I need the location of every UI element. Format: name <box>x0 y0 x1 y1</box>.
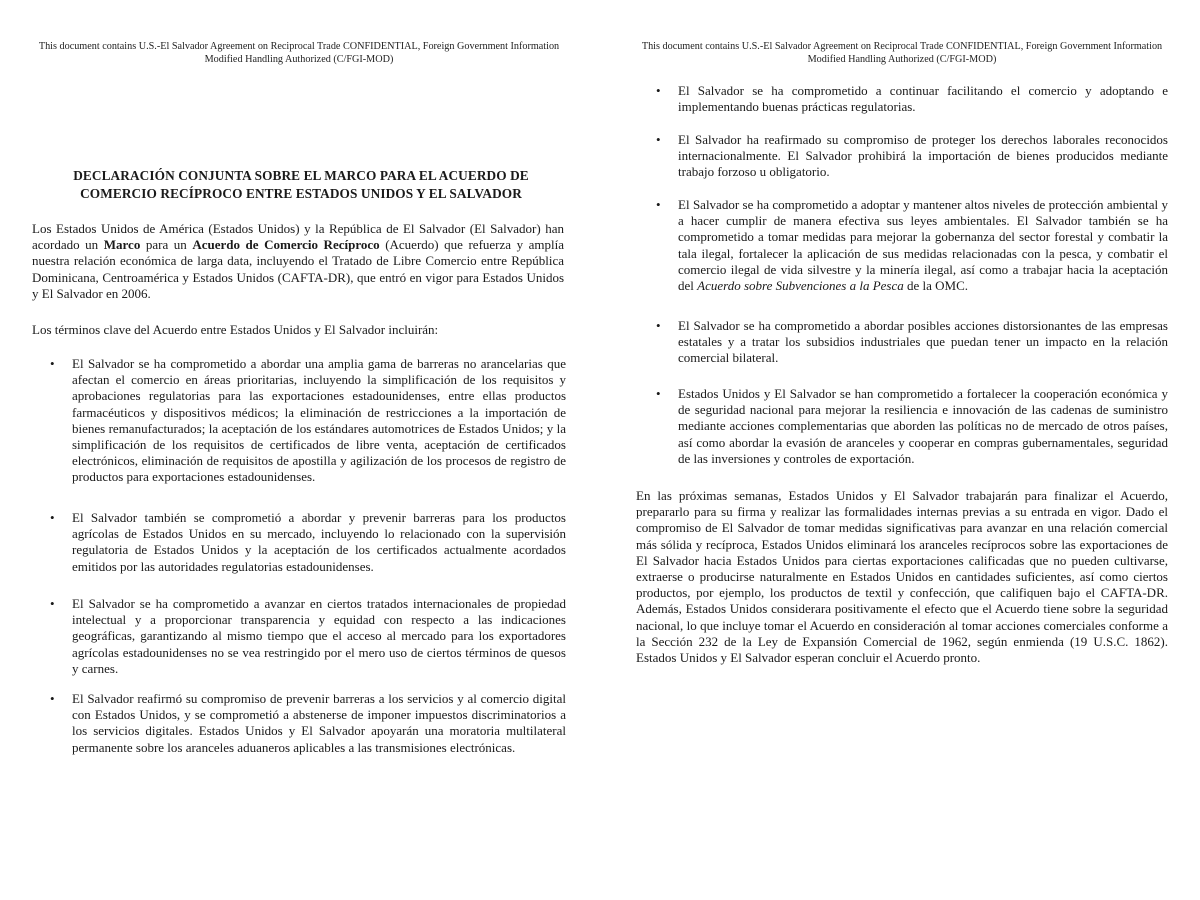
title-line-1: DECLARACIÓN CONJUNTA SOBRE EL MARCO PARA EL ACUERDO DE <box>73 168 529 183</box>
bullet-icon: • <box>50 356 55 371</box>
bullet-icon: • <box>656 318 661 333</box>
closing-paragraph: En las próximas semanas, Estados Unidos y El Salvador trabajarán para finalizar el Acuerdo, prepararlo para su firma y realizar las formalidades internas previas a su entrada en vigor. Dado el compromiso de El Salvador de tomar medidas significativas para avanzar en una relación comercial más sólida y recíproca, Estados Unidos eliminará los aranceles recíprocos sobre las exportaciones de El Salvador hacia Estados Unidos para ciertas exportaciones calificadas que no pueden cultivarse, extraerse o producirse naturalmente en Estados Unidos en cantidades suficientes, así como ciertos productos, por ejemplo, los productos de textil y confección, que califiquen bajo el CAFTA-DR. Además, Estados Unidos considerara positivamente el efecto que el Acuerdo tiene sobre la seguridad nacional, lo que incluye tomar el Acuerdo en consideración al tomar acciones comerciales conforme a la Sección 232 de la Ley de Expansión Comercial de 1962, según enmienda (19 U.S.C. 1862). Estados Unidos y El Salvador esperan concluir el Acuerdo pronto. <box>636 488 1168 666</box>
bullet-text: El Salvador se ha comprometido a adoptar y mantener altos niveles de protección ambiental y a hacer cumplir de manera efectiva sus leyes ambientales. El Salvador también se ha comprometido a tomar medidas para mejorar la gobernanza del sector forestal y combatir la tala ilegal, fortalecer la aplicación de sus medidas relacionadas con la pesca, y combatir el comercio ilegal de vida silvestre y la minería ilegal, así como a trabajar hacia la aceptación del Acuerdo sobre Subvenciones a la Pesca de la OMC. <box>678 197 1168 294</box>
intro-paragraph: Los Estados Unidos de América (Estados Unidos) y la República de El Salvador (El Salvador) han acordado un Marco para un Acuerdo de Comercio Recíproco (Acuerdo) que refuerza y amplía nuestra relación económica de larga data, incluyendo el Tratado de Libre Comercio entre República Dominicana, Centroamérica y Estados Unidos (CAFTA-DR), que entró en vigor para Estados Unidos y El Salvador en 2006. <box>32 221 565 301</box>
bullet-text: Estados Unidos y El Salvador se han comprometido a fortalecer la cooperación económica y de seguridad nacional para mejorar la resiliencia e innovación de las cadenas de suministro mediante acciones complementarias que aborden las políticas no de mercado de otros países, así como abordar la evasión de aranceles y cooperar en compras gubernamentales, seguridad de las inversiones y controles de exportación. <box>678 386 1168 466</box>
bullet-text: El Salvador se ha comprometido a avanzar en ciertos tratados internacionales de propiedad intelectual y a proporcionar transparencia y equidad con respecto a las indicaciones geográficas, garantizando al mismo tiempo que el acceso al mercado para los exportadores agrícolas estadounidenses no se vea restringido por el mero uso de ciertos términos de quesos y carnes. <box>72 596 566 676</box>
document-title <box>40 167 562 202</box>
bullet-icon: • <box>656 386 661 401</box>
terms-intro: Los términos clave del Acuerdo entre Estados Unidos y El Salvador incluirán: <box>32 322 439 337</box>
classification-notice: This document contains U.S.-El Salvador Agreement on Reciprocal Trade CONFIDENTIAL, Foreign Government Information Modified Handling Authorized (C/FGI-MOD) <box>38 41 560 65</box>
bullet-icon: • <box>50 596 55 611</box>
bullet-text: El Salvador ha reafirmado su compromiso de proteger los derechos laborales reconocidos internacionalmente. El Salvador prohibirá la importación de bienes producidos mediante trabajo forzoso u obligatorio. <box>678 132 1168 180</box>
bullet-text: El Salvador se ha comprometido a abordar posibles acciones distorsionantes de las empresas estatales y a tratar los subsidios industriales que puedan tener un impacto en la relación comercial bilateral. <box>678 318 1168 366</box>
classification-notice: This document contains U.S.-El Salvador Agreement on Reciprocal Trade CONFIDENTIAL, Foreign Government Information Modified Handling Authorized (C/FGI-MOD) <box>641 41 1163 65</box>
bullet-icon: • <box>656 83 661 98</box>
bullet-icon: • <box>50 691 55 706</box>
bullet-icon: • <box>656 132 661 147</box>
agreement-title: Acuerdo sobre Subvenciones a la Pesca <box>697 278 904 294</box>
bullet-text: El Salvador se ha comprometido a continuar facilitando el comercio y adoptando e implementando buenas prácticas regulatorias. <box>678 83 1168 115</box>
bullet-text: El Salvador se ha comprometido a abordar una amplia gama de barreras no arancelarias que afectan el comercio en áreas prioritarias, incluyendo la simplificación de los requisitos y aprobaciones regulatorias para las exportaciones estadounidenses, entre ellas productos farmacéuticos y dispositivos médicos; la eliminación de restricciones a la importación de bienes remanufacturados; la aceptación de los estándares automotrices de Estados Unidos; y la simplificación de los requisitos de certificados de libre venta, aceptación de certificados electrónicos, eliminación de requisitos de apostilla y agilización de los procesos de registro de productos para exportaciones estadounidenses. <box>72 356 566 485</box>
title-line-2: COMERCIO RECÍPROCO ENTRE ESTADOS UNIDOS Y EL SALVADOR <box>80 185 522 201</box>
marco-term: Marco <box>103 237 141 253</box>
acuerdo-term: Acuerdo de Comercio Recíproco <box>192 237 380 253</box>
document-page-right <box>600 0 1200 900</box>
bullet-icon: • <box>656 197 661 212</box>
bullet-text: El Salvador también se comprometió a abordar y prevenir barreras para los productos agrícolas de Estados Unidos en su mercado, incluyendo lo relacionado con la supervisión regulatoria de Estados Unidos y la aceptación de los certificados actualmente acordados emitidos por las autoridades regulatorias estadounidenses. <box>72 510 566 574</box>
bullet-icon: • <box>50 510 55 525</box>
bullet-text: El Salvador reafirmó su compromiso de prevenir barreras a los servicios y al comercio digital con Estados Unidos, y se comprometió a abstenerse de imponer impuestos discriminatorios a los servicios digitales. Estados Unidos y El Salvador apoyarán una moratoria multilateral permanente sobre los aranceles aduaneros aplicables a las transmisiones electrónicas. <box>72 691 566 755</box>
